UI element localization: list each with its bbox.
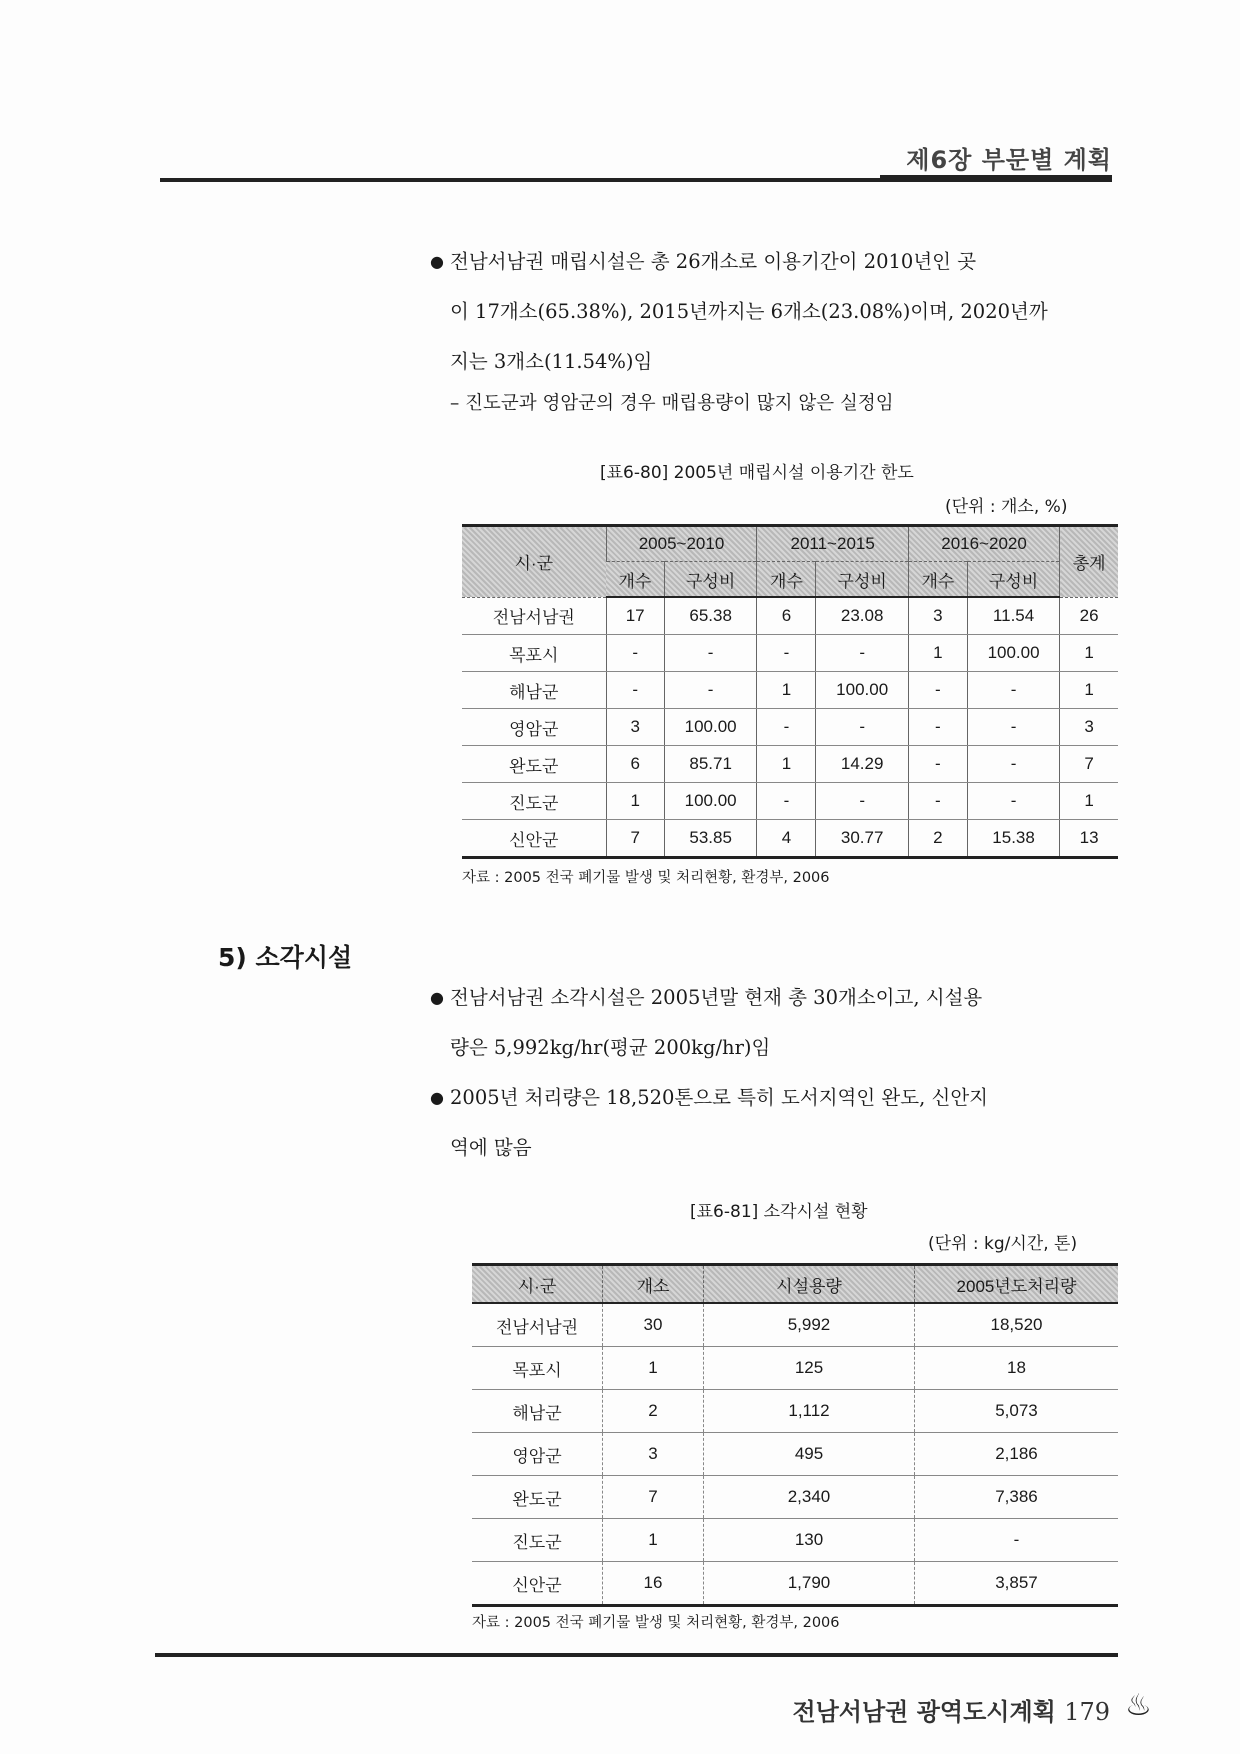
cell: 3,857 xyxy=(915,1562,1119,1606)
header-count: 개수 xyxy=(606,562,664,598)
paragraph-landfill xyxy=(430,237,1120,387)
cell: 14.29 xyxy=(816,746,908,783)
sub-note: – 진도군과 영암군의 경우 매립용량이 많지 않은 실정임 xyxy=(450,393,894,414)
cell: 1 xyxy=(1060,783,1118,820)
cell-region: 목포시 xyxy=(472,1347,603,1390)
cell: 53.85 xyxy=(664,820,757,858)
cell: 495 xyxy=(704,1433,915,1476)
cell-region: 완도군 xyxy=(472,1476,603,1519)
header-group: 2011~2015 xyxy=(757,526,908,562)
cell: 2,340 xyxy=(704,1476,915,1519)
bullet-icon: ● xyxy=(430,252,444,271)
cell: 2 xyxy=(603,1390,704,1433)
cell: 30 xyxy=(603,1303,704,1347)
table-row xyxy=(472,1519,1118,1562)
cell: 85.71 xyxy=(664,746,757,783)
table-row xyxy=(462,746,1118,783)
header-count: 개수 xyxy=(757,562,816,598)
cell: 1 xyxy=(603,1519,704,1562)
cell: 17 xyxy=(606,597,664,635)
cell-region: 목포시 xyxy=(462,635,606,672)
header-count: 개수 xyxy=(908,562,967,598)
paragraph-incinerator xyxy=(430,973,1120,1073)
cell: 11.54 xyxy=(967,597,1059,635)
cell: 7,386 xyxy=(915,1476,1119,1519)
table-row xyxy=(472,1303,1118,1347)
paragraph-line: 이 17개소(65.38%), 2015년까지는 6개소(23.08%)이며, 2020년까 xyxy=(450,300,1048,323)
header-processed: 2005년도처리량 xyxy=(915,1265,1119,1304)
cell-region: 해남군 xyxy=(462,672,606,709)
paragraph-line: 역에 많음 xyxy=(450,1136,532,1159)
table-row xyxy=(472,1476,1118,1519)
paragraph-line: 전남서남권 소각시설은 2005년말 현재 총 30개소이고, 시설용 xyxy=(450,986,983,1009)
table1-source: 자료 : 2005 전국 폐기물 발생 및 처리현황, 환경부, 2006 xyxy=(462,870,830,886)
cell: 3 xyxy=(606,709,664,746)
paragraph-processing xyxy=(430,1073,1120,1173)
cell: 1,790 xyxy=(704,1562,915,1606)
cell: - xyxy=(757,709,816,746)
cell: 100.00 xyxy=(664,783,757,820)
cell: 7 xyxy=(1060,746,1118,783)
cell: 23.08 xyxy=(816,597,908,635)
paragraph-line: 전남서남권 매립시설은 총 26개소로 이용기간이 2010년인 곳 xyxy=(450,250,977,273)
table1-caption: [표6-80] 2005년 매립시설 이용기간 한도 xyxy=(600,463,914,483)
table-row xyxy=(462,672,1118,709)
bullet-icon: ● xyxy=(430,1088,444,1107)
cell: - xyxy=(816,783,908,820)
cell: 2,186 xyxy=(915,1433,1119,1476)
cell: 7 xyxy=(606,820,664,858)
cell-region: 전남서남권 xyxy=(472,1303,603,1347)
cell: 1 xyxy=(757,672,816,709)
cell: - xyxy=(816,709,908,746)
cell: 15.38 xyxy=(967,820,1059,858)
cell-region: 신안군 xyxy=(462,820,606,858)
cell: 6 xyxy=(757,597,816,635)
header-region: 시·군 xyxy=(462,526,606,598)
header-ratio: 구성비 xyxy=(967,562,1059,598)
paragraph-line: 량은 5,992kg/hr(평균 200kg/hr)임 xyxy=(450,1036,771,1059)
header-total: 총계 xyxy=(1060,526,1118,598)
cell: 4 xyxy=(757,820,816,858)
cell: - xyxy=(967,672,1059,709)
cell: 18 xyxy=(915,1347,1119,1390)
cell: - xyxy=(664,635,757,672)
header-group: 2005~2010 xyxy=(606,526,757,562)
table-row xyxy=(462,597,1118,635)
cell: 5,073 xyxy=(915,1390,1119,1433)
cell: 26 xyxy=(1060,597,1118,635)
cell: 3 xyxy=(1060,709,1118,746)
incinerator-table xyxy=(472,1263,1118,1607)
cell: - xyxy=(908,709,967,746)
footer-title xyxy=(792,1692,1110,1727)
cell: - xyxy=(908,746,967,783)
cell: - xyxy=(915,1519,1119,1562)
cell-region: 전남서남권 xyxy=(462,597,606,635)
cell-region: 진도군 xyxy=(472,1519,603,1562)
cell: 18,520 xyxy=(915,1303,1119,1347)
header-capacity: 시설용량 xyxy=(704,1265,915,1304)
cell-region: 영암군 xyxy=(472,1433,603,1476)
cell: - xyxy=(757,783,816,820)
cell: 1 xyxy=(757,746,816,783)
table-row xyxy=(472,1433,1118,1476)
cell: - xyxy=(908,672,967,709)
table2-caption: [표6-81] 소각시설 현황 xyxy=(690,1202,868,1222)
cell-region: 영암군 xyxy=(462,709,606,746)
page-number: 179 xyxy=(1064,1698,1110,1726)
footer-rule xyxy=(155,1653,1118,1657)
cell: - xyxy=(664,672,757,709)
cell: 130 xyxy=(704,1519,915,1562)
header-count: 개소 xyxy=(603,1265,704,1304)
cell-region: 해남군 xyxy=(472,1390,603,1433)
cell: 100.00 xyxy=(816,672,908,709)
cell: 7 xyxy=(603,1476,704,1519)
bullet-icon: ● xyxy=(430,988,444,1007)
cell-region: 완도군 xyxy=(462,746,606,783)
cell: - xyxy=(606,672,664,709)
landfill-table xyxy=(462,524,1118,859)
cell-region: 진도군 xyxy=(462,783,606,820)
table-row xyxy=(462,783,1118,820)
header-rule-accent xyxy=(880,175,1112,182)
table1-unit: (단위 : 개소, %) xyxy=(945,497,1068,517)
cell: 100.00 xyxy=(664,709,757,746)
cell: - xyxy=(757,635,816,672)
table-row xyxy=(462,635,1118,672)
cell: 1 xyxy=(908,635,967,672)
cell: 125 xyxy=(704,1347,915,1390)
cell: 1 xyxy=(606,783,664,820)
section-title: 5) 소각시설 xyxy=(218,943,353,972)
table-row xyxy=(462,709,1118,746)
cell: 1 xyxy=(603,1347,704,1390)
header-ratio: 구성비 xyxy=(664,562,757,598)
cell: - xyxy=(967,709,1059,746)
cell: - xyxy=(816,635,908,672)
cell: 3 xyxy=(908,597,967,635)
cell: - xyxy=(967,783,1059,820)
table2-unit: (단위 : kg/시간, 톤) xyxy=(928,1234,1078,1254)
cell: 5,992 xyxy=(704,1303,915,1347)
cell: 13 xyxy=(1060,820,1118,858)
table-row xyxy=(472,1347,1118,1390)
cell: 100.00 xyxy=(967,635,1059,672)
cell: 6 xyxy=(606,746,664,783)
footer-doc-title: 전남서남권 광역도시계획 xyxy=(792,1698,1056,1726)
cell: - xyxy=(967,746,1059,783)
cell: 1 xyxy=(1060,672,1118,709)
cell: 1 xyxy=(1060,635,1118,672)
header-ratio: 구성비 xyxy=(816,562,908,598)
cell: - xyxy=(908,783,967,820)
logo-icon: ♨ xyxy=(1125,1688,1152,1723)
table-row xyxy=(462,820,1118,858)
cell: - xyxy=(606,635,664,672)
header-region: 시·군 xyxy=(472,1265,603,1304)
cell: 3 xyxy=(603,1433,704,1476)
paragraph-line: 지는 3개소(11.54%)임 xyxy=(450,350,653,373)
cell: 1,112 xyxy=(704,1390,915,1433)
cell: 16 xyxy=(603,1562,704,1606)
cell: 30.77 xyxy=(816,820,908,858)
table-row xyxy=(472,1390,1118,1433)
cell: 65.38 xyxy=(664,597,757,635)
table-row xyxy=(472,1562,1118,1606)
table2-source: 자료 : 2005 전국 폐기물 발생 및 처리현황, 환경부, 2006 xyxy=(472,1615,840,1631)
paragraph-line: 2005년 처리량은 18,520톤으로 특히 도서지역인 완도, 신안지 xyxy=(450,1086,988,1109)
header-group: 2016~2020 xyxy=(908,526,1059,562)
chapter-header: 제6장 부문별 계획 xyxy=(906,146,1112,174)
cell-region: 신안군 xyxy=(472,1562,603,1606)
cell: 2 xyxy=(908,820,967,858)
